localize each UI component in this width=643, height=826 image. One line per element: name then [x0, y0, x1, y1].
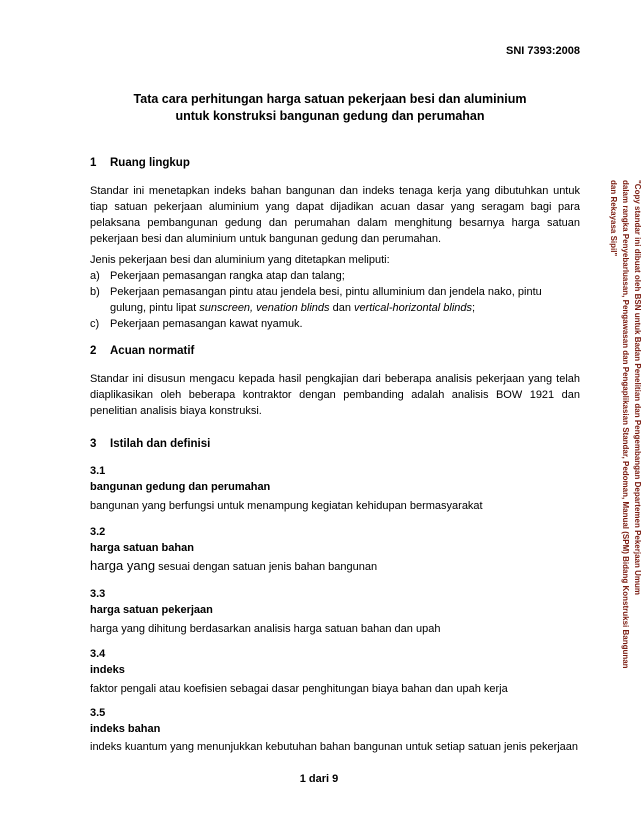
definition-term: indeks bahan — [90, 723, 161, 735]
section-1-paragraph-2: Jenis pekerjaan besi dan aluminium yang ditetapkan meliputi: — [90, 254, 390, 266]
definition-number: 3.1 — [90, 465, 106, 477]
section-heading-2 — [90, 345, 194, 357]
definition-text: harga yang sesuai dengan satuan jenis bahan bangunan — [90, 558, 378, 573]
section-title: Ruang lingkup — [110, 157, 190, 169]
list-marker: a) — [90, 270, 100, 282]
definition-term: harga satuan bahan — [90, 542, 194, 554]
definition-term: harga satuan pekerjaan — [90, 604, 213, 616]
list-marker: b) — [90, 286, 100, 298]
definition-text: harga yang dihitung berdasarkan analisis harga satuan bahan dan upah — [90, 623, 441, 635]
list-item-a — [90, 268, 580, 284]
list-item-text-line-2: gulung, pintu lipat sunscreen, venation blinds dan vertical-horizontal blinds; — [110, 302, 476, 314]
section-number: 3 — [90, 438, 97, 450]
section-heading-1 — [90, 157, 190, 169]
section-title: Acuan normatif — [110, 345, 195, 357]
definition-number: 3.3 — [90, 588, 106, 600]
definition-number: 3.2 — [90, 526, 106, 538]
section-heading-3 — [90, 438, 210, 450]
copyright-line-1: "Copy standar ini dibuat oleh BSN untuk Badan Penelitian dan Pengembangan Departemen Pekerjaan Umum — [633, 180, 642, 595]
definition-text: bangunan yang berfungsi untuk menampung kegiatan kehidupan bermasyarakat — [90, 500, 483, 512]
definition-term: bangunan gedung dan perumahan — [90, 481, 271, 493]
section-2-paragraph: Standar ini disusun mengacu kepada hasil pengkajian dari beberapa analisis pekerjaan yang telah diaplikasikan oleh beberapa kontraktor dengan pembanding adalah analisis BOW 1921 dan penelitian analisis biaya konstruksi. — [90, 373, 580, 417]
section-1-paragraph-1: Standar ini menetapkan indeks bahan bangunan dan indeks tenaga kerja yang dibutuhkan untuk tiap satuan pekerjaan aluminium yang dapat dijadikan acuan dasar yang seragam bagi para pelaksana pembangunan gedung dan perumahan dalam menghitung besarnya harga satuan pekerjaan besi dan aluminium untuk bangunan gedung dan perumahan. — [90, 185, 580, 245]
list-item-c — [90, 316, 580, 332]
copyright-line-2: dalam rangka Penyebarluasan, Pengawasan dan Pengaplikasian Standar, Pedoman, Manual (SPM) Bidang Konstruksi Bangunan dan Rekayasa Sipil" — [609, 180, 630, 669]
list-marker: c) — [90, 318, 100, 330]
title-line-1: Tata cara perhitungan harga satuan pekerjaan besi dan aluminium — [133, 92, 527, 106]
document-title — [100, 91, 560, 125]
standard-code: SNI 7393:2008 — [506, 45, 580, 57]
list-item-text-line-1: Pekerjaan pemasangan pintu atau jendela besi, pintu alluminium dan jendela nako, pintu — [110, 286, 542, 298]
title-line-2: untuk konstruksi bangunan gedung dan perumahan — [175, 109, 485, 123]
copyright-notice-vertical — [595, 180, 643, 680]
section-title: Istilah dan definisi — [110, 438, 211, 450]
page-number: 1 dari 9 — [299, 773, 339, 785]
section-number: 1 — [90, 157, 97, 169]
definition-text: faktor pengali atau koefisien sebagai dasar penghitungan biaya bahan dan upah kerja — [90, 683, 508, 695]
list-item-text: Pekerjaan pemasangan rangka atap dan talang; — [110, 270, 345, 282]
section-number: 2 — [90, 345, 97, 357]
list-item-text: Pekerjaan pemasangan kawat nyamuk. — [110, 318, 303, 330]
definition-text: indeks kuantum yang menunjukkan kebutuhan bahan bangunan untuk setiap satuan jenis pekerjaan — [90, 741, 579, 753]
definition-term: indeks — [90, 664, 125, 676]
definition-number: 3.4 — [90, 648, 106, 660]
list-item-b — [90, 284, 580, 316]
definition-number: 3.5 — [90, 707, 106, 719]
